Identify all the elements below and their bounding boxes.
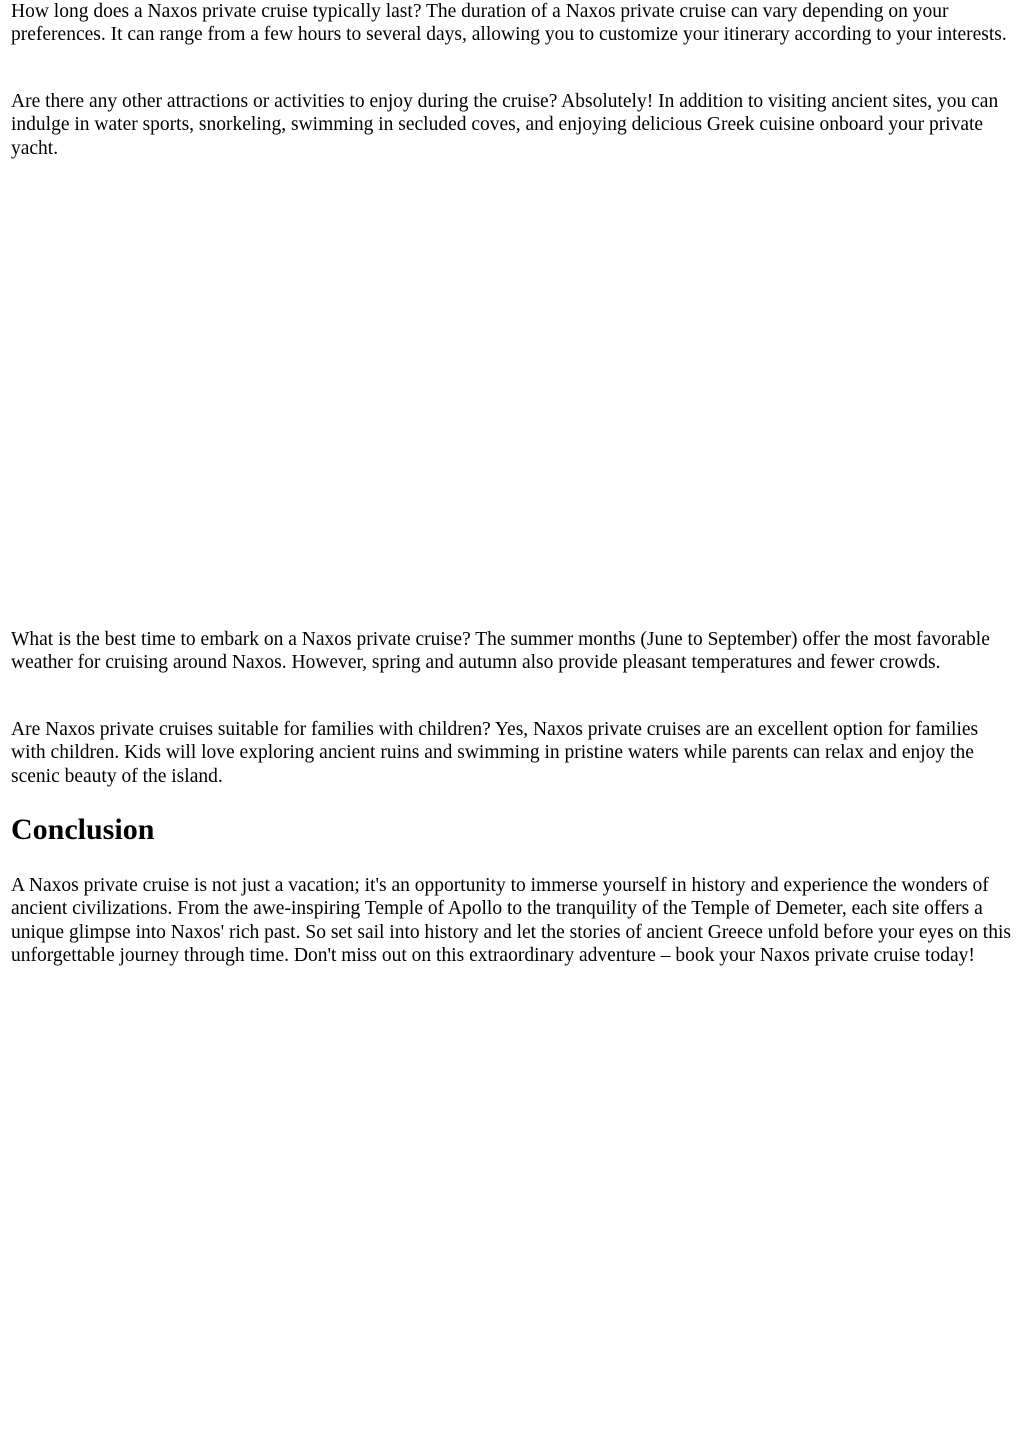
faq-paragraph-best-time: What is the best time to embark on a Naxos private cruise? The summer months (June to September) offer the most favorable weather for cruising around Naxos. However, spring and autumn also provide pleasant temperatures and fewer crowds.	[11, 629, 990, 674]
faq-paragraph-duration: How long does a Naxos private cruise typically last? The duration of a Naxos private cruise can vary depending on your preferences. It can range from a few hours to several days, allowing you to customize your itinerary according to your interests.	[11, 1, 1007, 46]
faq-paragraph-activities: Are there any other attractions or activities to enjoy during the cruise? Absolutely! In addition to visiting ancient sites, you can indulge in water sports, snorkeling, swimming in secluded coves, and enjoying delicious Greek cuisine onboard your private yacht.	[11, 91, 999, 159]
conclusion-heading: Conclusion	[11, 813, 155, 846]
faq-paragraph-families: Are Naxos private cruises suitable for families with children? Yes, Naxos private cruises are an excellent option for families with children. Kids will love exploring ancient ruins and swimming in pristine waters while parents can relax and enjoy the scenic beauty of the island.	[11, 719, 979, 787]
conclusion-paragraph: A Naxos private cruise is not just a vacation; it's an opportunity to immerse yourself in history and experience the wonders of ancient civilizations. From the awe-inspiring Temple of Apollo to the tranquility of the Temple of Demeter, each site offers a unique glimpse into Naxos' rich past. So set sail into history and let the stories of ancient Greece unfold before your eyes on this unforgettable journey through time. Don't miss out on this extraordinary adventure – book your Naxos private cruise today!	[11, 875, 1011, 966]
